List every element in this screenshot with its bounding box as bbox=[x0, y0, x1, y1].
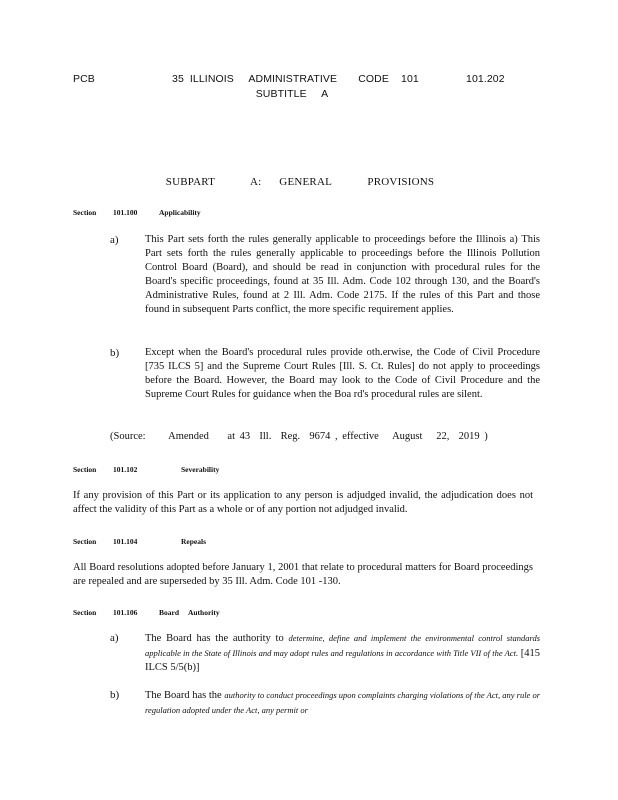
section-label: Section bbox=[73, 208, 97, 217]
section-number: 101.106 bbox=[113, 608, 138, 617]
item-text: Except when the Board's procedural rules provide oth.erwise, the Code of Civil Procedure [735 ILCS 5] and the Supreme Court Rules [Ill. S. Ct. Rules] do not apply to proceedings before the Board. However, the Board may look to the Code of Civil Procedure and the Supreme Court Rules for guidance when the Boa rd's procedural rules are silent. bbox=[145, 347, 540, 400]
header-right: 101.202 bbox=[466, 73, 505, 85]
header-center-line2: SUBTITLE A bbox=[255, 88, 329, 100]
item-marker: b) bbox=[110, 347, 120, 359]
section-label: Section bbox=[73, 465, 97, 474]
section-heading-101-102 bbox=[73, 463, 219, 477]
paragraph-101-104: All Board resolutions adopted before January 1, 2001 that relate to procedural matters for Board proceedings are repealed and are superseded by 35 Ill. Adm. Code 101 -130. bbox=[73, 562, 533, 587]
section-label: Section bbox=[73, 537, 97, 546]
header-left: PCB bbox=[73, 73, 95, 85]
paragraph-101-102: If any provision of this Part or its application to any person is adjudged invalid, the adjudication does not affect the validity of this Part as a whole or of any portion not adjudged invalid. bbox=[73, 490, 533, 515]
section-title: Severability bbox=[181, 465, 220, 474]
section-title: Repeals bbox=[181, 537, 206, 546]
section-heading-101-106 bbox=[73, 606, 220, 620]
section-heading-101-104 bbox=[73, 535, 206, 549]
section-number: 101.100 bbox=[113, 208, 138, 217]
item-italic-text: authority to conduct proceedings upon complaints charging violations of the Act, any rule or regulation adopted under the Act, any permit or bbox=[145, 690, 541, 715]
section-title: Board Authority bbox=[159, 608, 220, 617]
item-italic-text: determine, define and implement the environmental control standards applicable in the State of Illinois and may adopt rules and regulations in accordance with Title VII of the Act. bbox=[145, 633, 540, 658]
section-heading-101-100 bbox=[73, 206, 201, 220]
item-text bbox=[145, 688, 540, 718]
subpart-title: SUBPART A: GENERAL PROVISIONS bbox=[165, 176, 435, 188]
item-lead-text: The Board has the authority to bbox=[145, 633, 284, 644]
paragraph-101-106-a bbox=[110, 631, 540, 675]
paragraph-101-100-a bbox=[110, 233, 540, 317]
section-label: Section bbox=[73, 608, 97, 617]
item-lead-text: The Board has the bbox=[145, 690, 222, 701]
section-number: 101.102 bbox=[113, 465, 138, 474]
paragraph-101-106-b bbox=[110, 688, 540, 718]
item-marker: a) bbox=[110, 632, 119, 644]
item-marker: b) bbox=[110, 689, 120, 701]
header-center bbox=[172, 72, 419, 102]
section-title: Applicability bbox=[159, 208, 201, 217]
header-center-line1: 35 ILLINOIS ADMINISTRATIVE CODE 101 bbox=[172, 73, 419, 85]
source-note: (Source: Amended at 43 Ill. Reg. 9674 , effective August 22, 2019 ) bbox=[110, 431, 488, 442]
item-text bbox=[145, 631, 540, 675]
section-number: 101.104 bbox=[113, 537, 138, 546]
item-marker: a) bbox=[110, 234, 119, 246]
item-text: This Part sets forth the rules generally applicable to proceedings before the Illinois a) This Part sets forth the rules generally applicable to proceedings before the Illinois Pollution Control Board (Board), and should be read in conjunction with procedural rules for the Board's specific proceedings, found at 35 Ill. Adm. Code 102 through 130, and the Board's Administrative Rules, found at 2 Ill. Adm. Code 2175. If the rules of this Part and those found in subsequent Parts conflict, the more specific requirement applies. bbox=[145, 234, 540, 315]
paragraph-101-100-b bbox=[110, 346, 540, 402]
item-citation: [415 ILCS 5/5(b)] bbox=[145, 648, 540, 673]
